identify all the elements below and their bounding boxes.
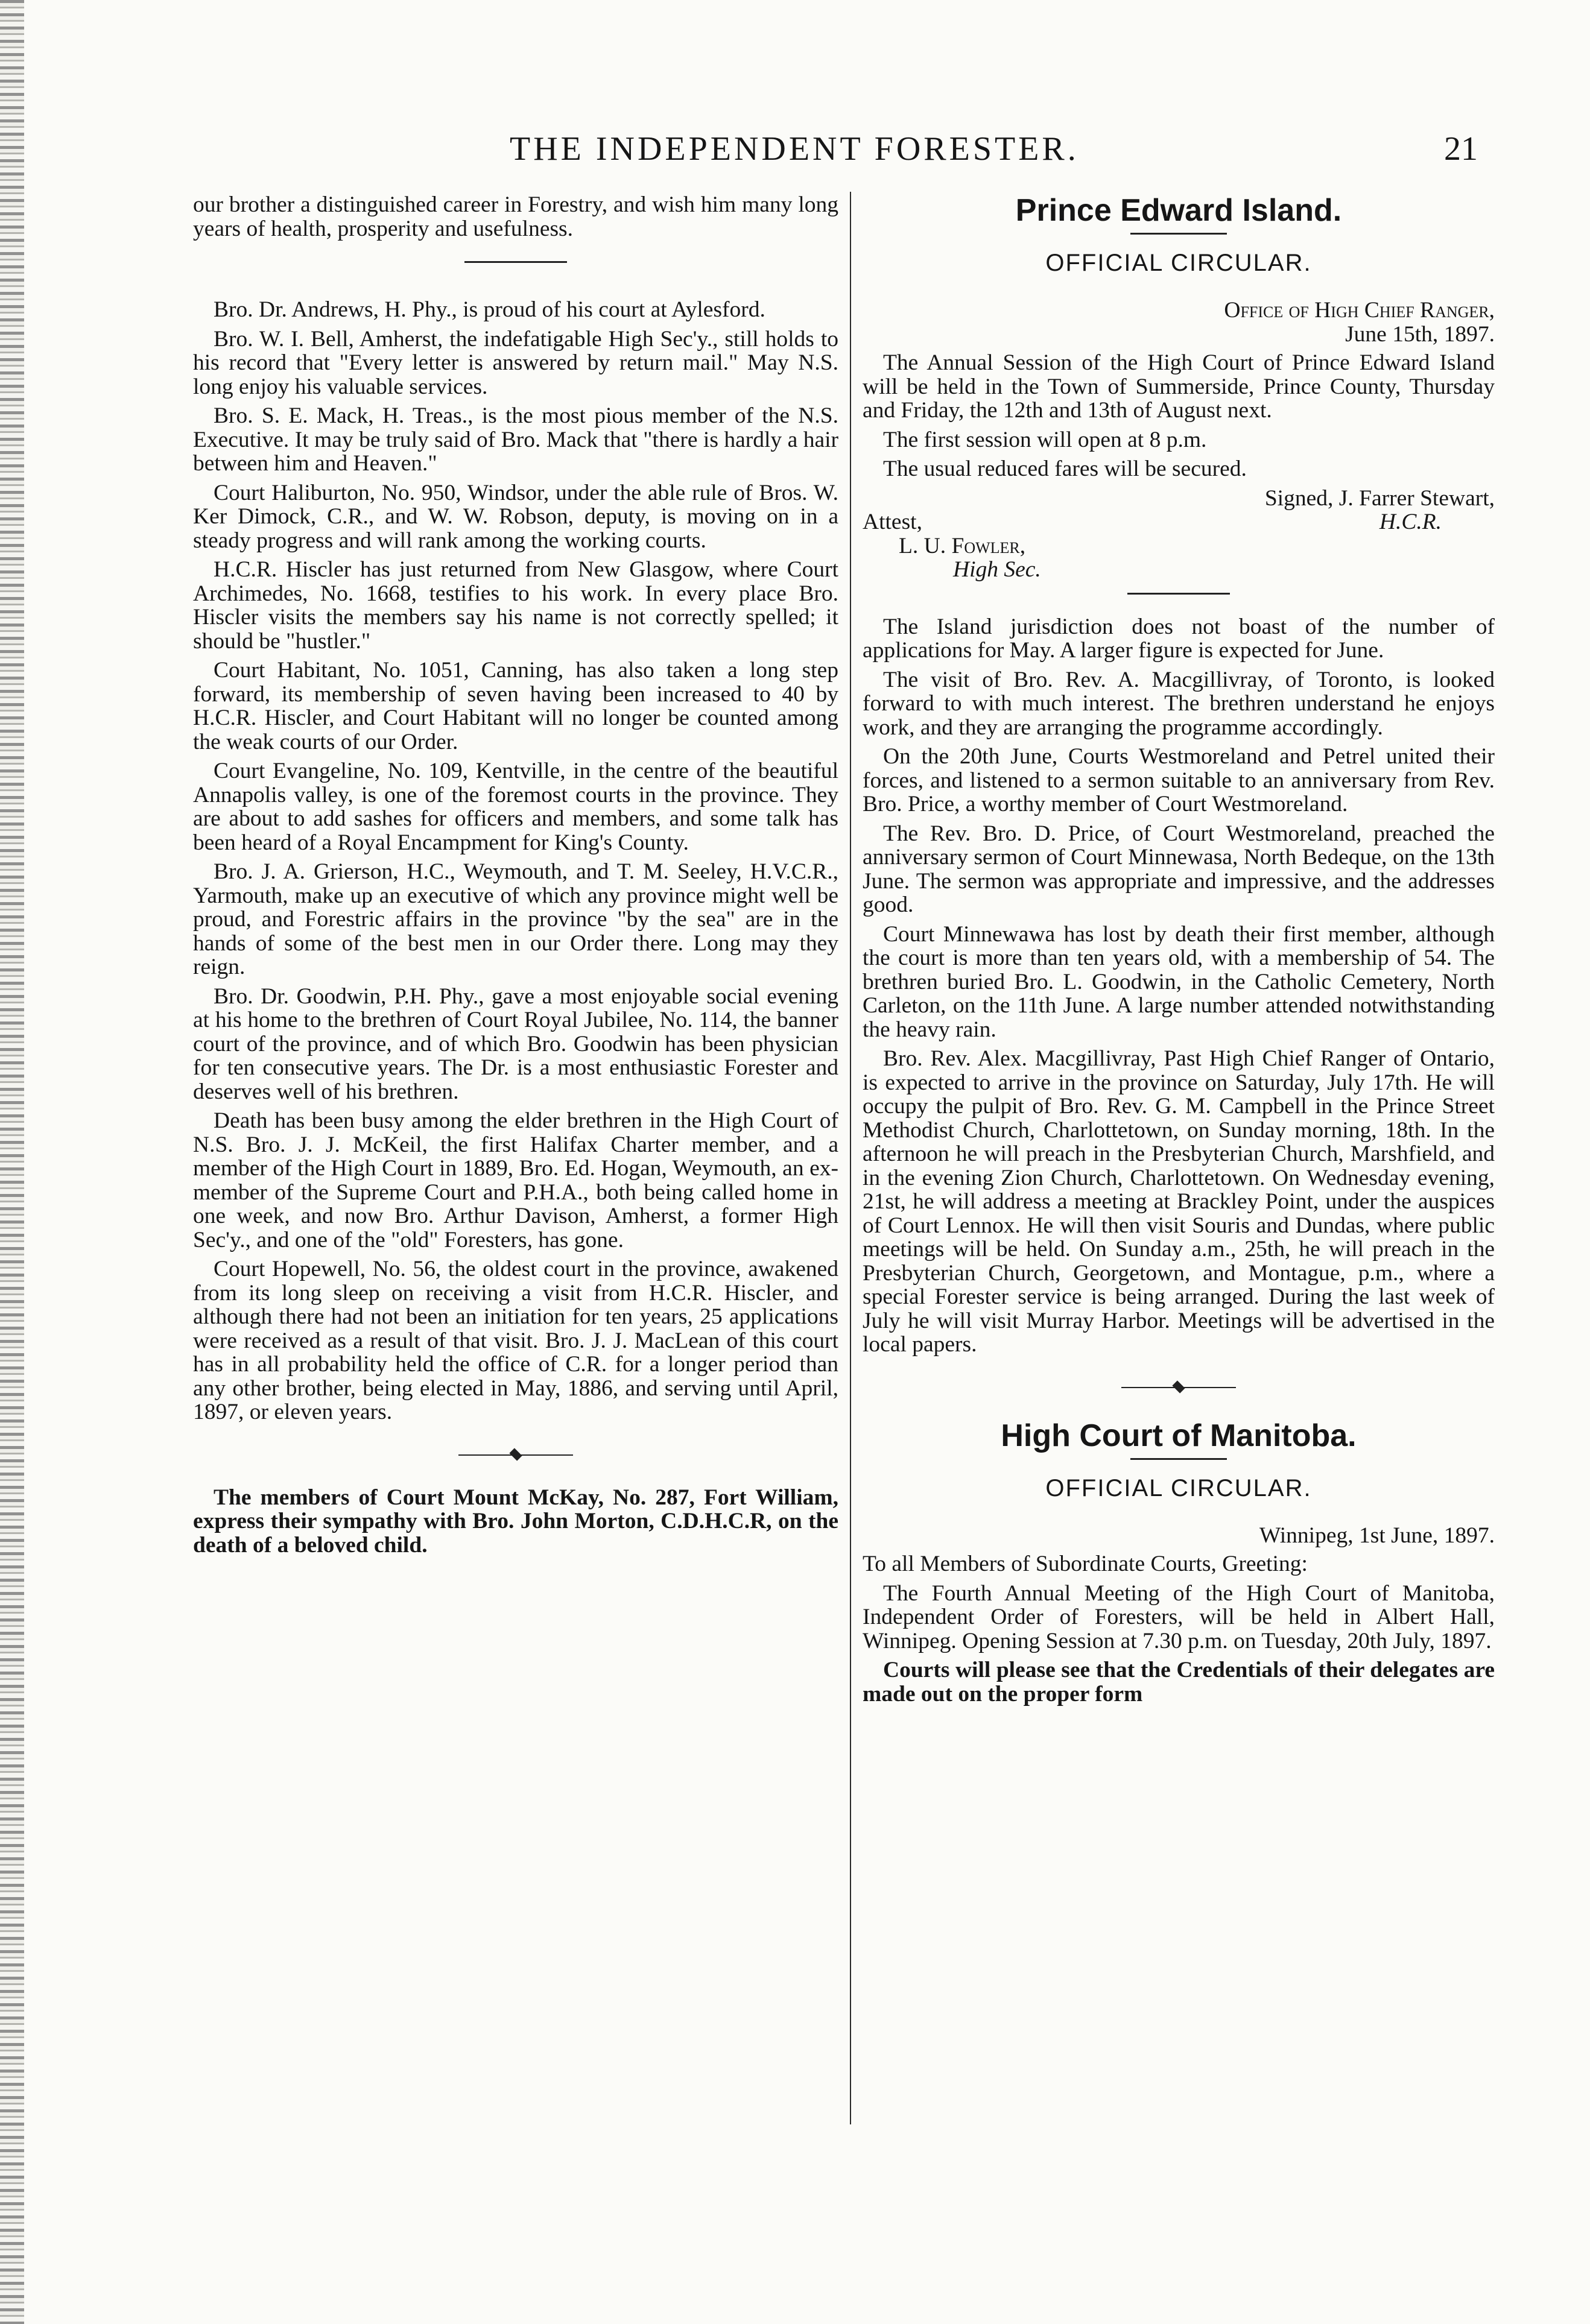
attest-line	[863, 510, 1495, 534]
ornament-divider	[1121, 1382, 1236, 1393]
section-divider	[464, 261, 567, 263]
paragraph: The usual reduced fares will be secured.	[883, 456, 1247, 481]
circular-heading: OFFICIAL CIRCULAR.	[1045, 250, 1312, 276]
paragraph: The first session will open at 8 p.m.	[883, 427, 1207, 452]
paragraph: Bro. W. I. Bell, Amherst, the indefatigable High Sec'y., still holds to his record that "Every letter is answered by return mail." May N.S. long enjoy his valuable services.	[193, 326, 838, 399]
circular-date: Winnipeg, 1st June, 1897.	[1259, 1523, 1495, 1548]
section-divider	[1127, 593, 1230, 595]
paragraph: Court Minnewawa has lost by death their first member, although the court is more than ten years old, with a membership of 54. The brethren buried Bro. L. Goodwin, in the Catholic Cemetery, North Carleton, on the 11th June. A large number attended notwithstanding the heavy rain.	[863, 921, 1495, 1042]
paragraph: The Fourth Annual Meeting of the High Court of Manitoba, Independent Order of Foresters, will be held in Albert Hall, Winnipeg. Opening Session at 7.30 p.m. on Tuesday, 20th July, 1897.	[863, 1580, 1495, 1653]
paragraph: our brother a distinguished career in Forestry, and wish him many long years of health, prosperity and usefulness.	[193, 192, 838, 241]
page-binding-edge	[0, 0, 24, 2324]
greeting: To all Members of Subordinate Courts, Greeting:	[863, 1552, 1308, 1576]
title-rule	[1130, 1458, 1227, 1460]
paragraph: Courts will please see that the Credentials of their delegates are made out on the proper form	[863, 1658, 1495, 1707]
paragraph: Court Habitant, No. 1051, Canning, has also taken a long step forward, its membership of seven having been increased to 40 by H.C.R. Hiscler, and Court Habitant will no longer be counted among the weak courts of our Order.	[193, 658, 838, 754]
signature-line: Signed, J. Farrer Stewart,	[1264, 485, 1495, 511]
paragraph: Death has been busy among the elder brethren in the High Court of N.S. Bro. J. J. McKeil, the first Halifax Charter member, and a member of the High Court in 1889, Bro. Ed. Hogan, Weymouth, an ex-member of the Supreme Court and P.H.A., both being called home in one week, and now Bro. Arthur Davison, Amherst, a former High Sec'y., and one of the "old" Foresters, has gone.	[193, 1108, 838, 1252]
page-header	[181, 130, 1478, 184]
column-divider	[850, 192, 851, 2124]
secretary-title: High Sec.	[953, 557, 1041, 582]
paragraph: Bro. Dr. Andrews, H. Phy., is proud of his court at Aylesford.	[214, 297, 765, 322]
circular-heading: OFFICIAL CIRCULAR.	[1045, 1474, 1312, 1501]
paragraph: The Island jurisdiction does not boast of the number of applications for May. A larger figure is expected for June.	[863, 614, 1495, 663]
circular-date: June 15th, 1897.	[1345, 321, 1495, 347]
paragraph: Court Haliburton, No. 950, Windsor, under the able rule of Bros. W. Ker Dimock, C.R., and W. W. Robson, deputy, is moving on in a steady progress and will rank among the working courts.	[193, 480, 838, 553]
secretary-name: L. U. Fowler,	[899, 533, 1026, 558]
section-title-manitoba: High Court of Manitoba.	[1001, 1418, 1357, 1453]
left-column	[193, 193, 838, 1562]
running-title: THE INDEPENDENT FORESTER.	[510, 130, 1079, 168]
attest-label: Attest,	[863, 510, 922, 534]
paragraph: Bro. Dr. Goodwin, P.H. Phy., gave a most enjoyable social evening at his home to the brethren of Court Royal Jubilee, No. 114, the banner court of the province, and of which Bro. Goodwin has been physician for ten consecutive years. The Dr. is a most enthusiastic Forester and deserves well of his brethren.	[193, 984, 838, 1104]
title-rule	[1130, 233, 1227, 235]
office-line: Office of High Chief Ranger,	[1224, 298, 1495, 323]
paragraph: The visit of Bro. Rev. A. Macgillivray, of Toronto, is looked forward to with much interest. The brethren understand he enjoys work, and they are arranging the programme accordingly.	[863, 667, 1495, 740]
paragraph: Bro. J. A. Grierson, H.C., Weymouth, and T. M. Seeley, H.V.C.R., Yarmouth, make up an executive of which any province might well be proud, and Forestric affairs in the province "by the sea" are in the hands of some of the best men in our Order there. Long may they reign.	[193, 859, 838, 979]
paragraph: Bro. Rev. Alex. Macgillivray, Past High Chief Ranger of Ontario, is expected to arrive in the province on Saturday, July 17th. He will occupy the pulpit of Bro. Rev. G. M. Campbell in the Prince Street Methodist Church, Charlottetown, on Sunday morning, 18th. In the afternoon he will preach in the Presbyterian Church, Marshfield, and in the evening Zion Church, Charlottetown. On Wednesday evening, 21st, he will address a meeting at Brackley Point, under the auspices of Court Lennox. He will then visit Souris and Dundas, where public meetings will be held. On Sunday a.m., 25th, he will preach in the Presbyterian Church, Georgetown, and Montague, p.m., where a special Forester service is being arranged. During the last week of July he will visit Murray Harbor. Meetings will be advertised in the local papers.	[863, 1046, 1495, 1357]
paragraph: The members of Court Mount McKay, No. 287, Fort William, express their sympathy with Bro. John Morton, C.D.H.C.R, on the death of a beloved child.	[193, 1485, 838, 1558]
paragraph: Court Evangeline, No. 109, Kentville, in the centre of the beautiful Annapolis valley, is one of the foremost courts in the province. They are about to add sashes for officers and members, and some talk has been heard of a Royal Encampment for King's County.	[193, 759, 838, 855]
right-column	[863, 193, 1495, 1711]
hcr-label: H.C.R.	[1379, 510, 1442, 534]
paragraph: Court Hopewell, No. 56, the oldest court in the province, awakened from its long sleep on receiving a visit from H.C.R. Hiscler, and although there had not been an initiation for ten years, 25 applications were received as a result of that visit. Bro. J. J. MacLean of this court has in all probability held the office of C.R. for a longer period than any other brother, being elected in May, 1886, and serving until April, 1897, or eleven years.	[193, 1257, 838, 1424]
paragraph: The Annual Session of the High Court of Prince Edward Island will be held in the Town of Summerside, Prince County, Thursday and Friday, the 12th and 13th of August next.	[863, 350, 1495, 423]
paragraph: H.C.R. Hiscler has just returned from New Glasgow, where Court Archimedes, No. 1668, testifies to his work. In every place Bro. Hiscler visits the members say his name is not correctly spelled; it should be "hustler."	[193, 557, 838, 654]
paragraph: On the 20th June, Courts Westmoreland and Petrel united their forces, and listened to a sermon suitable to an anniversary from Rev. Bro. Price, a worthy member of Court Westmoreland.	[863, 744, 1495, 816]
section-title-pei: Prince Edward Island.	[1015, 193, 1342, 228]
paragraph: Bro. S. E. Mack, H. Treas., is the most pious member of the N.S. Executive. It may be truly said of Bro. Mack that "there is hardly a hair between him and Heaven."	[193, 403, 838, 476]
paragraph: The Rev. Bro. D. Price, of Court Westmoreland, preached the anniversary sermon of Court Minnewasa, North Bedeque, on the 13th June. The sermon was appropriate and impressive, and the addresses good.	[863, 821, 1495, 917]
ornament-divider	[458, 1450, 573, 1460]
page-number: 21	[1444, 130, 1478, 168]
